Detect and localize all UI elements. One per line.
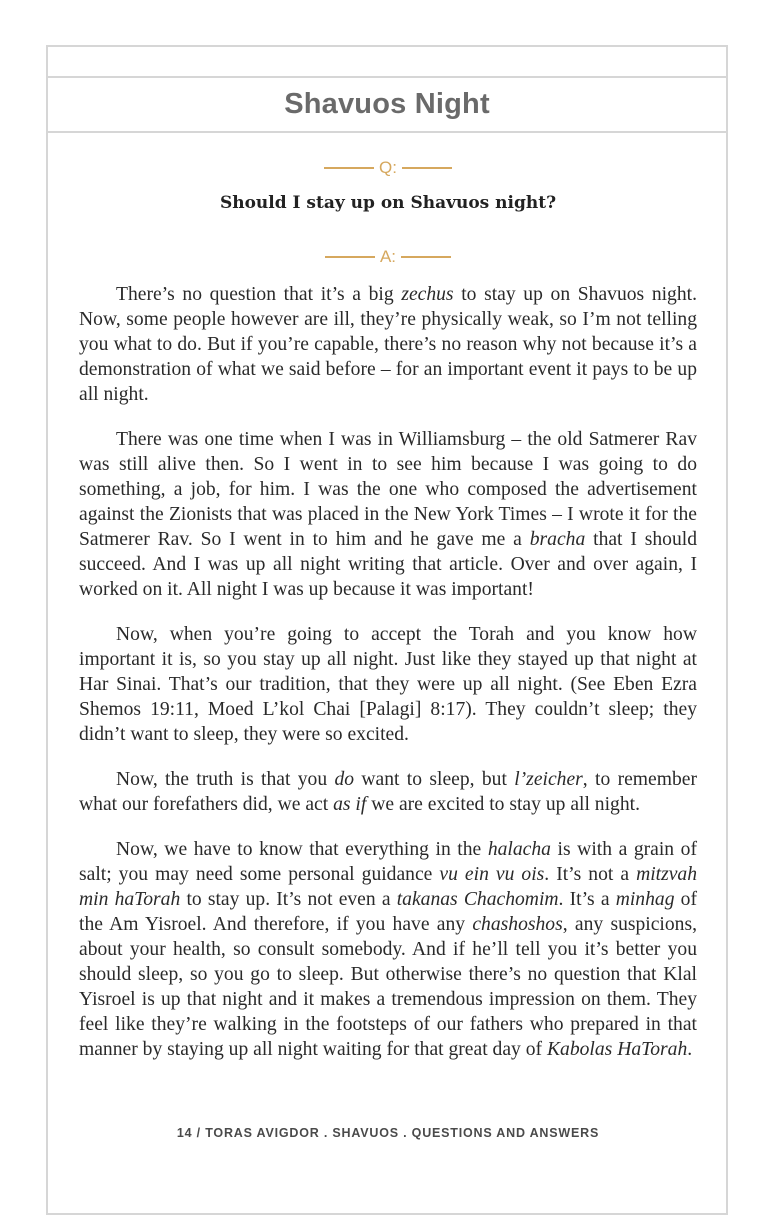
divider-line-right — [401, 256, 451, 258]
answer-paragraph-5: Now, we have to know that everything in the halacha is with a grain of salt; you may need some personal guidance vu ein vu ois. It’s not a mitzvah min haTorah to stay up. It’s not even a takanas Chachomim. It’s a minhag of the Am Yisroel. And therefore, if you have any chashoshos, any suspicions, about your health, so consult somebody. And if he’ll tell you it’s better you should sleep, so you go to sleep. But otherwise there’s no question that Klal Yisroel is up that night and it makes a tremendous impression on them. They feel like they’re walking in the footsteps of our fathers who prepared in that manner by staying up all night waiting for that great day of Kabolas HaTorah. — [79, 839, 698, 1060]
answer-paragraph-2: There was one time when I was in Williamsburg – the old Satmerer Rav was still alive then. So I went in to see him because I was going to do something, a job, for him. I was the one who composed the advertisement against the Zionists that was placed in the New York Times – I wrote it for the Satmerer Rav. So I went in to him and he gave me a bracha that I should succeed. And I was up all night writing that article. Over and over again, I worked on it. All night I was up because it was important! — [79, 429, 698, 600]
answer-paragraph-4: Now, the truth is that you do want to sleep, but l’zeicher, to remember what our forefathers did, we act as if we are excited to stay up all night. — [79, 769, 697, 815]
title-band — [48, 76, 726, 133]
divider-line-left — [325, 256, 375, 258]
answer-divider — [0, 247, 776, 267]
divider-line-right — [402, 167, 452, 169]
question-divider — [0, 158, 776, 178]
answer-body — [79, 282, 697, 1082]
answer-label: A: — [379, 247, 397, 266]
question-label: Q: — [379, 158, 397, 177]
page-footer: 14 / TORAS AVIGDOR . SHAVUOS . QUESTIONS AND ANSWERS — [176, 1126, 600, 1140]
page-title: Shavuos Night — [284, 88, 490, 120]
answer-paragraph-1: There’s no question that it’s a big zechus to stay up on Shavuos night. Now, some people however are ill, they’re physically weak, so I’m not telling you what to do. But if you’re capable, there’s no reason why not because it’s a demonstration of what we said before – for an important event it pays to be up all night. — [79, 284, 697, 405]
question-text: Should I stay up on Shavuos night? — [219, 193, 557, 213]
answer-paragraph-3: Now, when you’re going to accept the Torah and you know how important it is, so you stay up all night. Just like they stayed up that night at Har Sinai. That’s our tradition, that they were up all night. (See Eben Ezra Shemos 19:11, Moed L’kol Chai [Palagi] 8:17). They couldn’t sleep; they didn’t want to sleep, they were so excited. — [79, 624, 697, 745]
divider-line-left — [324, 167, 374, 169]
